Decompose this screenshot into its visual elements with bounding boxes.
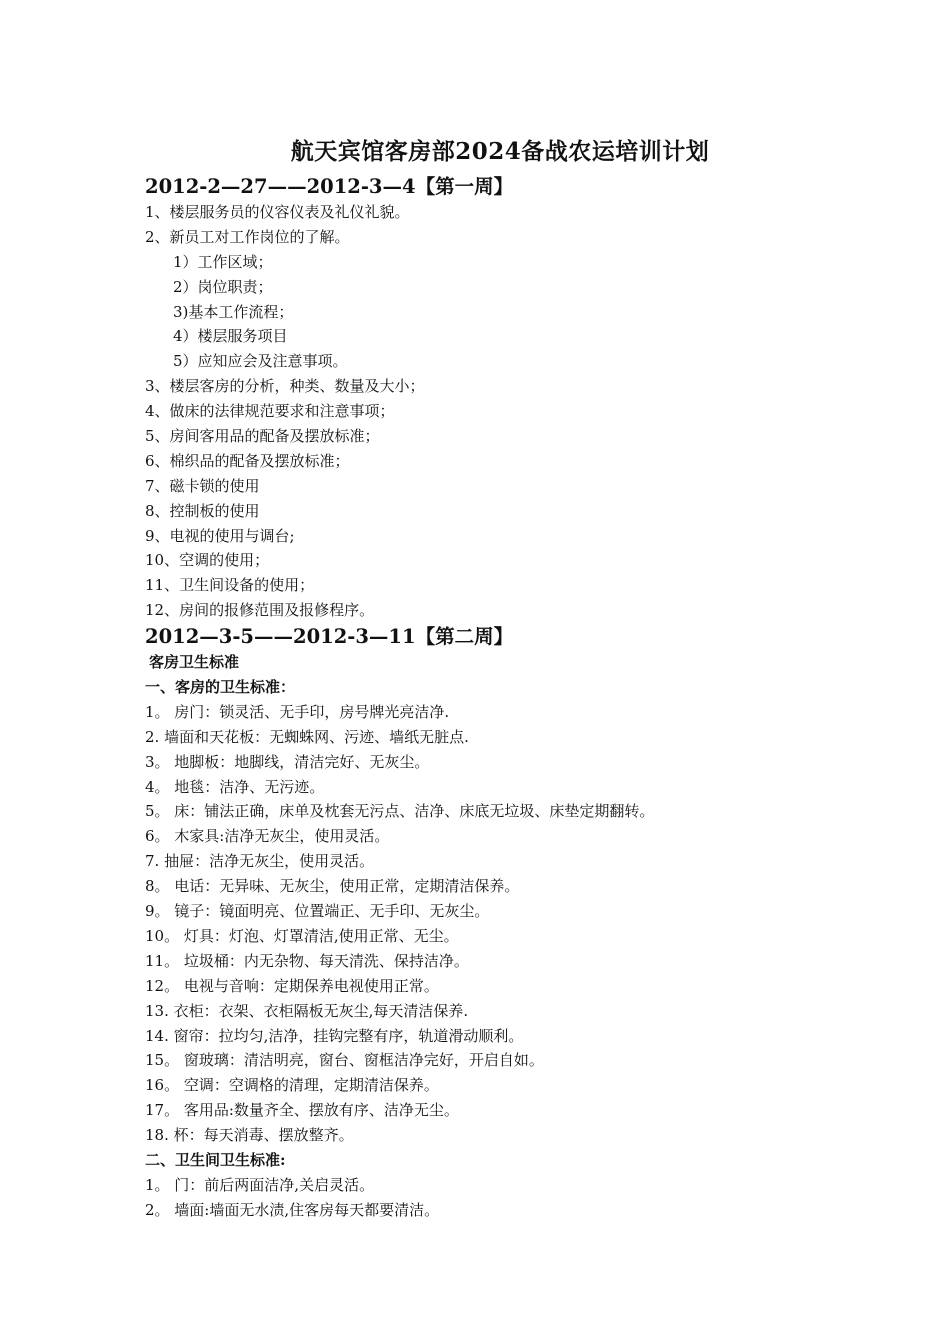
list-item: 1。 房门：锁灵活、无手印，房号牌光亮洁净. <box>145 702 450 721</box>
list-item: 7. 抽屉：洁净无灰尘，使用灵活。 <box>145 852 375 871</box>
list-item: 18. 杯：每天消毒、摆放整齐。 <box>145 1126 354 1145</box>
list-item: 2. 墙面和天花板：无蜘蛛网、污迹、墙纸无脏点. <box>145 727 469 746</box>
list-item: 2、新员工对工作岗位的了解。 <box>145 227 350 246</box>
list-item: 1、楼层服务员的仪容仪表及礼仪礼貌。 <box>145 203 410 221</box>
list-item: 5。 床：铺法正确，床单及枕套无污点、洁净、床底无垃圾、床垫定期翻转。 <box>145 802 655 821</box>
list-item: 8。 电话：无异味、无灰尘，使用正常，定期清洁保养。 <box>145 877 520 896</box>
list-item: 6、棉织品的配备及摆放标准； <box>145 451 350 470</box>
sub-list-item: 3)基本工作流程； <box>173 302 294 321</box>
list-item: 3、楼层客房的分析，种类、数量及大小； <box>145 377 425 396</box>
document-title: 航天宾馆客房部2024备战农运培训计划 <box>290 138 710 165</box>
list-item: 10、空调的使用； <box>145 551 270 570</box>
sub-list-item: 4）楼层服务项目 <box>173 327 288 346</box>
list-item: 3。 地脚板：地脚线，清洁完好、无灰尘。 <box>145 752 430 771</box>
list-item: 12、房间的报修范围及报修程序。 <box>145 601 375 620</box>
sub-list-item: 1）工作区域； <box>173 252 273 271</box>
list-item: 8、控制板的使用 <box>145 501 260 520</box>
list-item: 7、磁卡锁的使用 <box>145 476 260 495</box>
week-heading: 2012-2—27——2012-3—4【第一周】 <box>145 175 514 198</box>
list-item: 1。 门：前后两面洁净,关启灵活。 <box>145 1175 375 1194</box>
section-heading: 客房卫生标准 <box>149 653 240 672</box>
list-item: 10。 灯具：灯泡、灯罩清洁,使用正常、无尘。 <box>145 926 459 945</box>
list-item: 13. 衣柜：衣架、衣柜隔板无灰尘,每天清洁保养. <box>145 1001 469 1020</box>
list-item: 11、卫生间设备的使用； <box>145 576 315 595</box>
week-heading: 2012—3-5——2012-3—11【第二周】 <box>145 625 514 649</box>
sub-list-item: 2）岗位职责； <box>173 277 273 296</box>
list-item: 6。 木家具:洁净无灰尘，使用灵活。 <box>145 827 390 846</box>
list-item: 15。 窗玻璃：清洁明亮，窗台、窗框洁净完好，开启自如。 <box>145 1051 544 1070</box>
list-item: 4、做床的法律规范要求和注意事项； <box>145 402 395 421</box>
list-item: 4。 地毯：洁净、无污迹。 <box>145 777 325 796</box>
list-item: 2。 墙面:墙面无水渍,住客房每天都要清洁。 <box>145 1200 440 1219</box>
list-item: 9。 镜子：镜面明亮、位置端正、无手印、无灰尘。 <box>145 902 490 921</box>
list-item: 16。 空调：空调格的清理，定期清洁保养。 <box>145 1076 439 1095</box>
list-item: 11。 垃圾桶：内无杂物、每天清洗、保持洁净。 <box>145 951 469 970</box>
list-item: 17。 客用品:数量齐全、摆放有序、洁净无尘。 <box>145 1101 459 1120</box>
document-body <box>145 173 845 1223</box>
list-item: 14. 窗帘：拉均匀,洁净，挂钩完整有序，轨道滑动顺利。 <box>145 1026 524 1045</box>
list-item: 12。 电视与音响：定期保养电视使用正常。 <box>145 976 439 995</box>
list-item: 5、房间客用品的配备及摆放标准； <box>145 427 380 446</box>
sub-list-item: 5）应知应会及注意事项。 <box>173 352 348 371</box>
section-heading: 二、卫生间卫生标准: <box>145 1150 286 1169</box>
section-heading: 一、客房的卫生标准： <box>145 678 296 697</box>
list-item: 9、电视的使用与调台; <box>145 526 295 545</box>
